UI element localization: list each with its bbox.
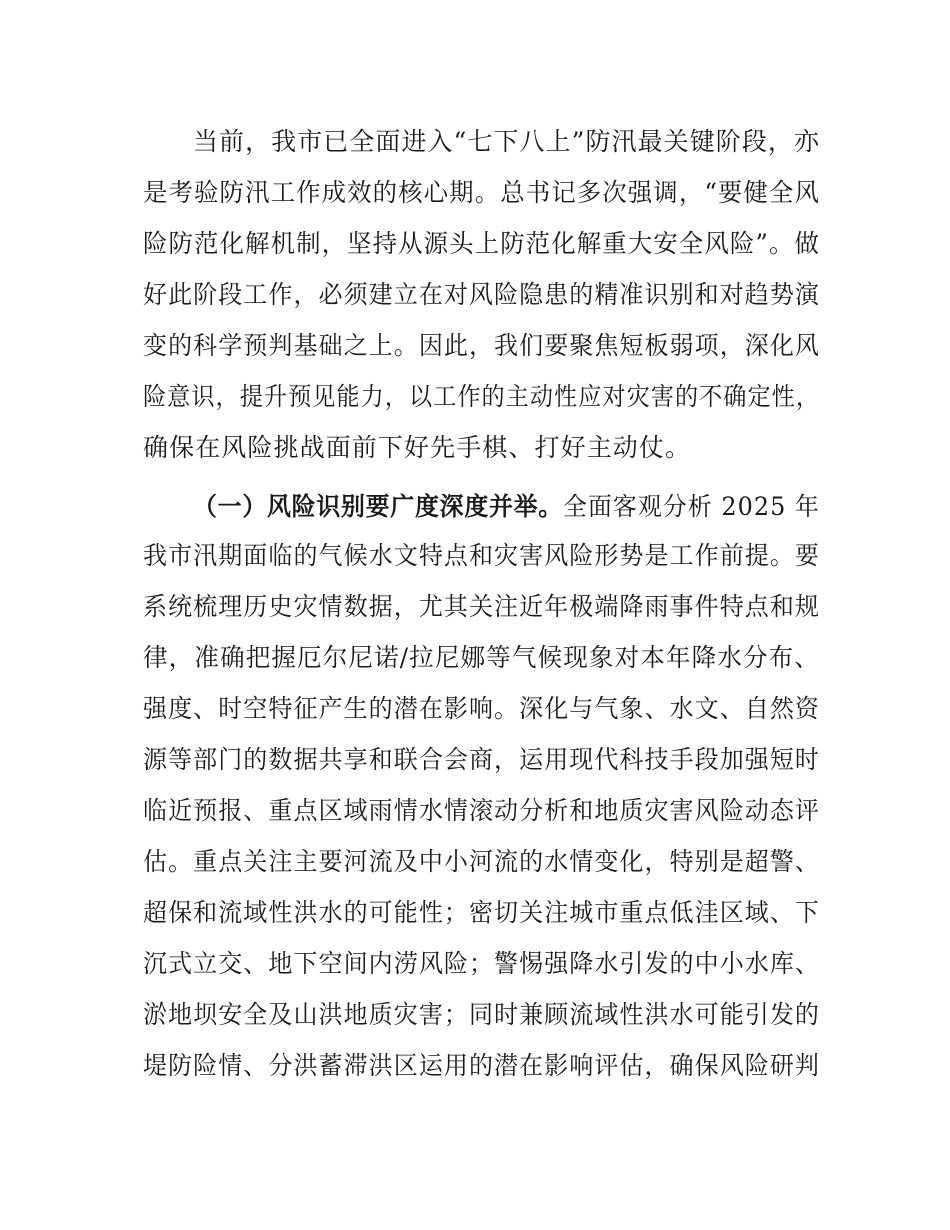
paragraph-1-line-2: 是考验防汛工作成效的核心期。总书记多次强调，“要健全风	[143, 178, 820, 207]
section-1-line-8: 估。重点关注主要河流及中小河流的水情变化，特别是超警、	[143, 847, 821, 876]
section-1-line-7: 临近预报、重点区域雨情水情滚动分析和地质灾害风险动态评	[143, 796, 821, 825]
section-1-line-6: 源等部门的数据共享和联合会商，运用现代科技手段加强短时	[143, 745, 821, 774]
section-1-line-5: 强度、时空特征产生的潜在影响。深化与气象、水文、自然资	[143, 694, 821, 723]
paragraph-1-line-1: 当前，我市已全面进入“七下八上”防汛最关键阶段，亦	[193, 127, 821, 156]
section-1-first-line-text: 全面客观分析 2025 年	[562, 492, 820, 521]
section-1-line-10: 沉式立交、地下空间内涝风险；警惕强降水引发的中小水库、	[143, 949, 821, 978]
paragraph-1-line-5: 变的科学预判基础之上。因此，我们要聚焦短板弱项，深化风	[143, 331, 821, 360]
paragraph-1-line-6: 险意识，提升预见能力，以工作的主动性应对灾害的不确定性，	[143, 382, 821, 411]
paragraph-1-line-3: 险防范化解机制，坚持从源头上防范化解重大安全风险”。做	[143, 229, 820, 258]
section-1-line-12: 堤防险情、分洪蓄滞洪区运用的潜在影响评估，确保风险研判	[143, 1051, 821, 1080]
section-1-line-11: 淤地坝安全及山洪地质灾害；同时兼顾流域性洪水可能引发的	[143, 1000, 821, 1029]
paragraph-1-line-7: 确保在风险挑战面前下好先手棋、打好主动仗。	[143, 433, 692, 462]
section-1-line-2: 我市汛期面临的气候水文特点和灾害风险形势是工作前提。要	[143, 541, 821, 570]
section-1-first-line	[193, 492, 820, 522]
section-1-line-3: 系统梳理历史灾情数据，尤其关注近年极端降雨事件特点和规	[143, 592, 821, 621]
section-1-heading: （一）风险识别要广度深度并举。	[193, 492, 563, 521]
section-1-line-9: 超保和流域性洪水的可能性；密切关注城市重点低洼区域、下	[143, 898, 821, 927]
section-1-line-4: 律，准确把握厄尔尼诺/拉尼娜等气候现象对本年降水分布、	[143, 643, 820, 672]
paragraph-1-line-4: 好此阶段工作，必须建立在对风险隐患的精准识别和对趋势演	[143, 280, 821, 309]
